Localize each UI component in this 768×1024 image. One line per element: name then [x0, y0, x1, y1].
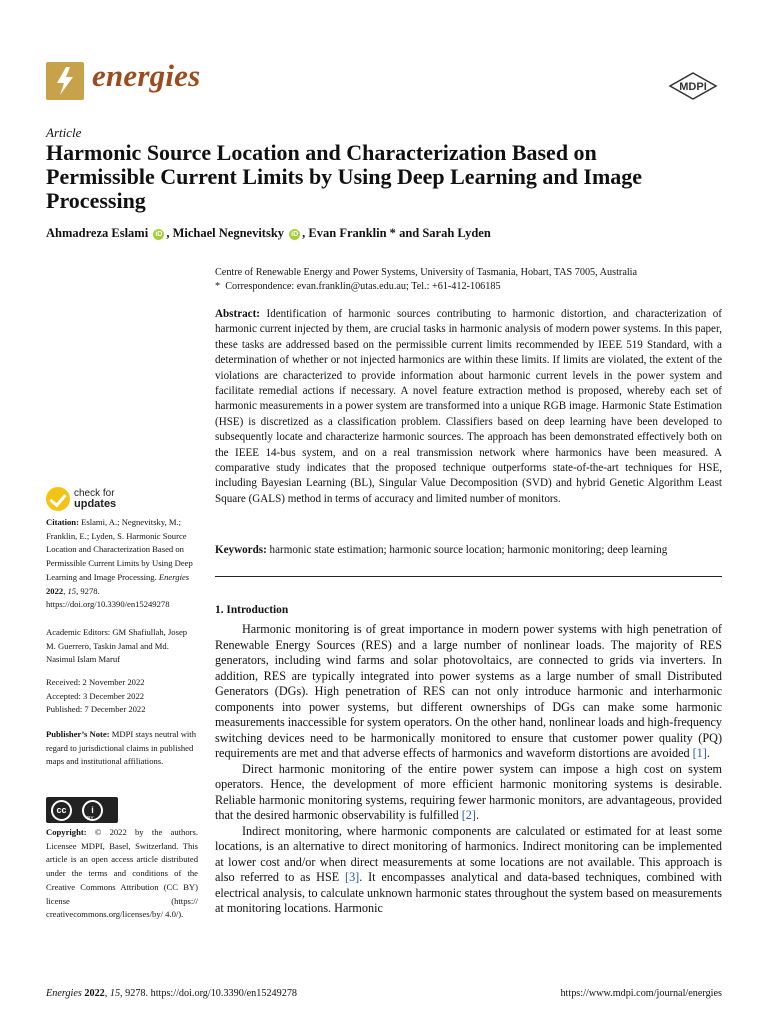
abstract	[215, 307, 722, 507]
citation-link[interactable]: [2]	[461, 808, 476, 822]
check-icon	[46, 487, 70, 511]
check-for-updates-badge[interactable]	[46, 487, 196, 517]
article-title: Harmonic Source Location and Characterization Based on Permissible Current Limits by Using Deep Learning and Image Processing	[46, 140, 643, 213]
footer-url[interactable]: https://www.mdpi.com/journal/energies	[560, 988, 722, 999]
copyright-block	[46, 826, 198, 922]
author-name[interactable]: Sarah Lyden	[422, 226, 491, 240]
published-date: Published: 7 December 2022	[46, 704, 146, 715]
check-line1: check for	[74, 488, 115, 499]
citation-rest[interactable]: , 9278. https://doi.org/10.3390/en15249278	[46, 585, 170, 610]
dates-block	[46, 676, 198, 717]
author-name[interactable]: Evan Franklin *	[308, 226, 396, 240]
svg-text:MDPI: MDPI	[679, 81, 707, 93]
author-list: Ahmadreza Eslami iD , Michael Negnevitsky iD , Evan Franklin * and Sarah Lyden	[46, 226, 491, 240]
footer-volume: 15	[109, 988, 121, 999]
divider	[215, 576, 722, 577]
body-text	[215, 622, 722, 917]
orcid-icon[interactable]: iD	[155, 231, 163, 238]
paragraph: Harmonic monitoring is of great importance in modern power systems with high penetration of Renewable Energy Sources (RES) and a large number of nonlinear loads. The majority of RES generators, including wind farms and solar photovoltaics, are connected to grids via inverters. In addition, RES are typically integrated into power systems as a large number of small Distributed Generators (DGs). High penetration of RES can not only introduce harmonic and interharmonic components into power systems, but different ownerships of DGs can make some harmonic measurements inaccessible for system operators. On the other hand, nonlinear loads and high-frequency switching devices need to be harmonically monitored to ensure that customer power quality (PQ) requirements are met and that adverse effects of harmonics and waveform distortions are avoided [1].	[215, 622, 722, 760]
citation-link[interactable]: [3]	[345, 870, 360, 884]
publisher-note	[46, 728, 198, 769]
author-name[interactable]: Ahmadreza Eslami	[46, 226, 149, 240]
citation-label: Citation:	[46, 517, 79, 527]
publisher-note-label: Publisher’s Note:	[46, 729, 110, 739]
footer-doi[interactable]: , 9278. https://doi.org/10.3390/en15249278	[120, 988, 298, 999]
mdpi-logo[interactable]	[668, 72, 718, 100]
copyright-label: Copyright:	[46, 827, 87, 837]
citation-link[interactable]: [1]	[692, 746, 707, 760]
abstract-text: Identification of harmonic sources contributing to harmonic distortion, and characterization of harmonic current injected by them, are crucial tasks in harmonic analysis of modern power systems. In this paper, these tasks are addressed based on the permissible current limits recommended by IEEE 519 Standard, with a determination of whether or not injected harmonics are within these limits. If limits are violated, the extent of the violations are characterized to provide information about harmonic current levels in the power system and facilitate remedial actions if necessary. A novel feature extraction method is proposed, whereby each set of harmonic measurements in a power system are transformed into a unique RGB image. Harmonic State Estimation (HSE) is discretized as a classification problem. Classifiers based on deep learning have been developed to subsequently locate and characterize harmonic sources. The approach has been demonstrated effectively both on the IEEE 14-bus system, and on a real transmission network where harmonics have been measured. A comparative study indicates that the proposed technique outperforms state-of-the-art techniques for HSE, including Bayesian Learning (BL), Singular Value Decomposition (SVD) and hybrid Genetic Algorithm Least Square (GALS) method in terms of accuracy and limited number of monitors.	[215, 308, 722, 505]
academic-editors: Academic Editors: GM Shafiullah, Josep M. Guerrero, Taskin Jamal and Md. Nasimul Islam Maruf	[46, 627, 188, 665]
by-label: BY	[87, 816, 94, 822]
section-heading: 1. Introduction	[215, 604, 289, 616]
cc-by-license-icon[interactable]	[46, 797, 118, 823]
correspondence[interactable]: * Correspondence: evan.franklin@utas.edu.au; Tel.: +61-412-106185	[215, 281, 501, 292]
accepted-date: Accepted: 3 December 2022	[46, 690, 145, 701]
paragraph: Indirect monitoring, where harmonic components are calculated or estimated for at least some locations, is an alternative to direct monitoring of harmonics. Indirect monitoring can be implemented at lower cost and/or when direct measurements at some locations are not available. This approach is also referred to as HSE [3]. It encompasses analytical and data-based techniques, combined with electrical analysis, to calculate unknown harmonic states throughout the system based on measurements at monitoring locations. Harmonic	[215, 823, 722, 915]
article-type: Article	[46, 125, 82, 140]
citation-text: Eslami, A.; Negnevitsky, M.; Franklin, E.; Lyden, S. Harmonic Source Location and Characterization Based on Permissible Current Limits by Using Deep Learning and Image Processing.	[46, 517, 193, 582]
paragraph: Direct harmonic monitoring of the entire power system can impose a high cost on system operators. Hence, the development of more efficient harmonic monitoring systems is desirable. Reliable harmonic monitoring systems, requiring fewer harmonic monitors, are advantageous, provided that the desired harmonic observability is fulfilled [2].	[215, 761, 722, 822]
citation-block: Citation: Eslami, A.; Negnevitsky, M.; Franklin, E.; Lyden, S. Harmonic Source Location and Characterization Based on Permissible Current Limits by Using Deep Learning and Image Processing. Energies 2022, 15, 9278. https://doi.org/10.3390/en15249278	[46, 517, 193, 610]
footer-journal: Energies	[46, 988, 82, 999]
citation-year: 2022	[46, 585, 64, 596]
affiliation-block	[215, 266, 725, 294]
check-line2: updates	[74, 498, 117, 510]
journal-name[interactable]: energies	[92, 58, 201, 93]
copyright-text: © 2022 by the authors. Licensee MDPI, Basel, Switzerland. This article is an open access article distributed under the terms and conditions of the Creative Commons Attribution (CC BY) license (https:// creativecommons.org/licenses/by/ 4.0/).	[46, 827, 198, 920]
footer-citation: Energies 2022, 15, 9278. https://doi.org/10.3390/en15249278	[46, 988, 298, 999]
keywords-text: harmonic state estimation; harmonic source location; harmonic monitoring; deep learning	[269, 544, 668, 556]
keywords	[215, 544, 725, 556]
affiliation: Centre of Renewable Energy and Power Systems, University of Tasmania, Hobart, TAS 7005, Australia	[215, 267, 638, 278]
footer-year: 2022	[84, 988, 105, 999]
keywords-label: Keywords:	[215, 544, 267, 556]
received-date: Received: 2 November 2022	[46, 677, 145, 687]
citation-volume: 15	[67, 585, 77, 596]
publisher-note-text: MDPI stays neutral with regard to jurisdictional claims in published maps and institutional affiliations.	[46, 729, 196, 767]
orcid-icon[interactable]: iD	[291, 231, 299, 238]
cc-icon: cc	[51, 800, 72, 821]
person-icon: i	[82, 800, 103, 821]
citation-journal: Energies	[158, 571, 190, 582]
abstract-label: Abstract:	[215, 308, 260, 320]
energies-logo-icon	[46, 62, 84, 100]
author-name[interactable]: Michael Negnevitsky	[172, 226, 285, 240]
